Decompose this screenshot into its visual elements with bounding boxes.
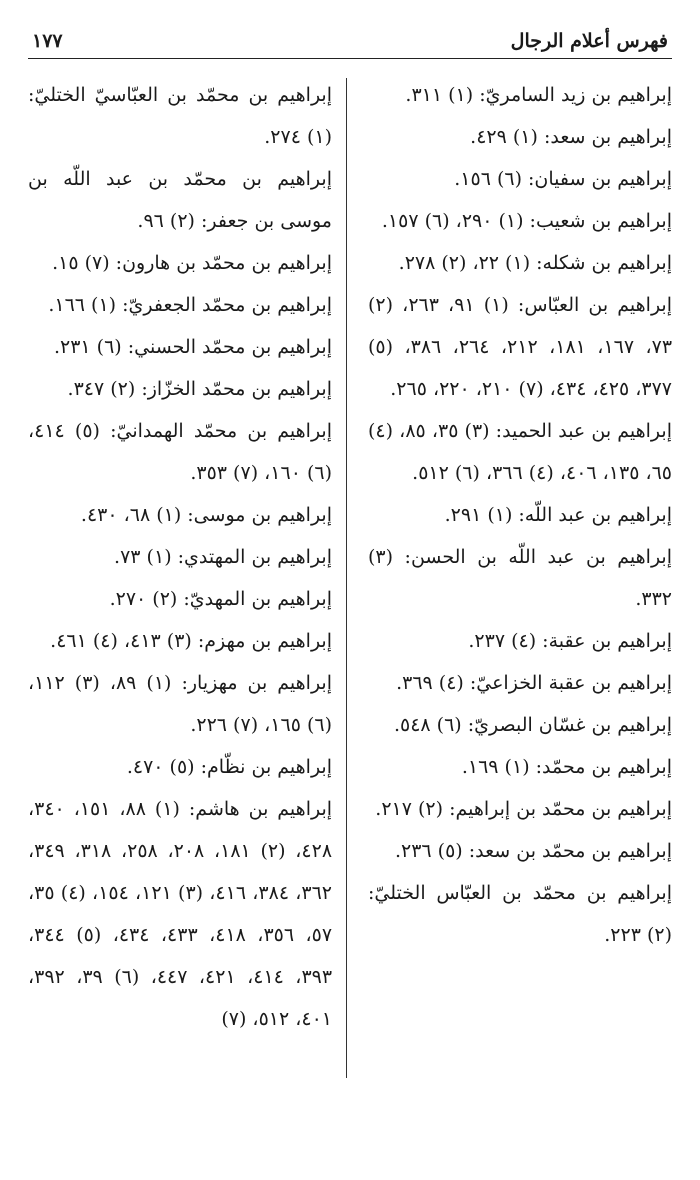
index-entry: إبراهيم بن محمّد الخزّاز: (٢) ٣٤٧. bbox=[67, 378, 332, 400]
right-column bbox=[368, 74, 672, 956]
index-entry: إبراهيم بن عقبة: (٤) ٢٣٧. bbox=[468, 630, 672, 652]
header-title: فهرس أعلام الرجال bbox=[510, 30, 668, 52]
index-entry: إبراهيم بن عبد الحميد: (٣) ٣٥، ٨٥، (٤) ٦٥، ١٣٥، ٤٠٦، (٤) ٣٦٦، (٦) ٥١٢. bbox=[368, 420, 672, 484]
index-entry: إبراهيم بن محمّد بن عبد اللّه بن موسى بن جعفر: (٢) ٩٦. bbox=[28, 168, 332, 232]
index-entry: إبراهيم بن محمّد بن إبراهيم: (٢) ٢١٧. bbox=[375, 798, 672, 820]
index-entry: إبراهيم بن شعيب: (١) ٢٩٠، (٦) ١٥٧. bbox=[381, 210, 672, 232]
index-entry: إبراهيم بن محمّد بن العبّاسيّ الختليّ: (١) ٢٧٤. bbox=[28, 84, 332, 148]
index-entry: إبراهيم بن محمّد الهمدانيّ: (٥) ٤١٤، (٦) ١٦٠، (٧) ٣٥٣. bbox=[28, 420, 332, 484]
index-entry: إبراهيم بن محمّد بن هارون: (٧) ١٥. bbox=[52, 252, 332, 274]
index-entry: إبراهيم بن عبد اللّه بن الحسن: (٣) ٣٣٢. bbox=[368, 546, 672, 610]
index-entry: إبراهيم بن مهزيار: (١) ٨٩، (٣) ١١٢، (٦) ١٦٥، (٧) ٢٢٦. bbox=[28, 672, 333, 736]
index-entry: إبراهيم بن غسّان البصريّ: (٦) ٥٤٨. bbox=[393, 714, 672, 736]
index-entry: إبراهيم بن عبد اللّه: (١) ٢٩١. bbox=[444, 504, 672, 526]
index-entry: إبراهيم بن هاشم: (١) ٨٨، ١٥١، ٣٤٠، ٤٢٨، (٢) ١٨١، ٢٠٨، ٢٥٨، ٣١٨، ٣٤٩، ٣٦٢، ٣٨٤، ٤١٦، (٣) ١٢١، ١٥٤، (٤) ٣٥، ٥٧، ٣٥٦، ٤١٨، ٤٣٣، ٤٣٤، (٥) ٣٤٤، ٣٩٣، ٤١٤، ٤٢١، ٤٤٧، (٦) ٣٩، ٣٩٢، ٤٠١، ٥١٢، (٧) bbox=[28, 798, 333, 1030]
page-header bbox=[28, 18, 672, 59]
index-entry: إبراهيم بن محمّد الجعفريّ: (١) ١٦٦. bbox=[48, 294, 332, 316]
index-entry: إبراهيم بن محمّد: (١) ١٦٩. bbox=[461, 756, 672, 778]
index-columns bbox=[28, 74, 672, 1084]
index-entry: إبراهيم بن سفيان: (٦) ١٥٦. bbox=[454, 168, 672, 190]
column-divider bbox=[346, 78, 347, 1078]
index-entry: إبراهيم بن مهزم: (٣) ٤١٣، (٤) ٤٦١. bbox=[50, 630, 332, 652]
index-entry: إبراهيم بن محمّد الحسني: (٦) ٢٣١. bbox=[53, 336, 332, 358]
index-entry: إبراهيم بن سعد: (١) ٤٢٩. bbox=[470, 126, 672, 148]
index-entry: إبراهيم بن موسى: (١) ٦٨، ٤٣٠. bbox=[80, 504, 332, 526]
index-entry: إبراهيم بن المهديّ: (٢) ٢٧٠. bbox=[109, 588, 332, 610]
index-entry: إبراهيم بن المهتدي: (١) ٧٣. bbox=[114, 546, 332, 568]
index-entry: إبراهيم بن محمّد بن سعد: (٥) ٢٣٦. bbox=[394, 840, 672, 862]
page-number: ١٧٧ bbox=[32, 30, 63, 52]
index-entry: إبراهيم بن العبّاس: (١) ٩١، ٢٦٣، (٢) ٧٣، ١٦٧، ١٨١، ٢١٢، ٢٦٤، ٣٨٦، (٥) ٣٧٧، ٤٢٥، ٤٣٤، (٧) ٢١٠، ٢٢٠، ٢٦٥. bbox=[368, 294, 673, 400]
index-entry: إبراهيم بن زيد السامريّ: (١) ٣١١. bbox=[405, 84, 672, 106]
index-entry: إبراهيم بن نظّام: (٥) ٤٧٠. bbox=[126, 756, 332, 778]
index-entry: إبراهيم بن عقبة الخزاعيّ: (٤) ٣٦٩. bbox=[396, 672, 672, 694]
index-entry: إبراهيم بن محمّد بن العبّاس الختليّ: (٢) ٢٢٣. bbox=[368, 882, 672, 946]
left-column bbox=[28, 74, 332, 1040]
index-entry: إبراهيم بن شكله: (١) ٢٢، (٢) ٢٧٨. bbox=[398, 252, 672, 274]
